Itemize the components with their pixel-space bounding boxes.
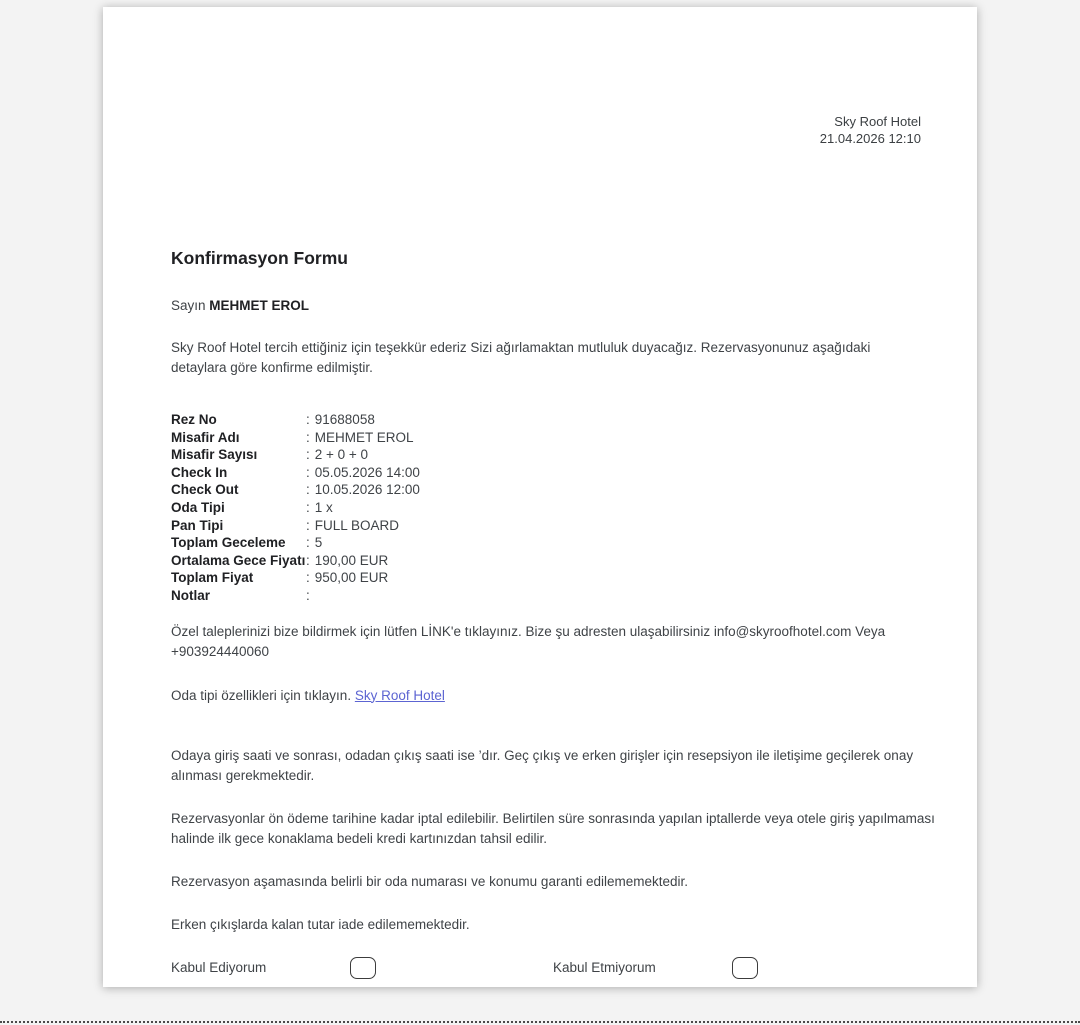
detail-label: Pan Tipi <box>171 517 224 533</box>
reservation-details-table <box>171 411 921 605</box>
document-page <box>103 7 977 987</box>
page-break-dotted-line <box>0 1021 1080 1023</box>
detail-value: 190,00 EUR <box>314 552 389 568</box>
detail-separator: : <box>306 482 310 498</box>
detail-value: FULL BOARD <box>314 517 400 533</box>
table-row <box>171 534 921 552</box>
table-row <box>171 569 921 587</box>
intro-paragraph: Sky Roof Hotel tercih ettiğiniz için teşekkür ederiz Sizi ağırlamaktan mutluluk duyacağız. Rezervasyonunuz aşağıdaki detaylara göre konfirme edilmiştir. <box>171 340 871 375</box>
detail-value: 91688058 <box>314 412 375 427</box>
detail-value: 1 x <box>314 499 333 515</box>
detail-label: Rez No <box>171 412 217 427</box>
table-row <box>171 552 921 570</box>
table-row <box>171 429 921 447</box>
detail-value: 05.05.2026 14:00 <box>314 464 420 480</box>
page-title: Konfirmasyon Formu <box>171 248 348 268</box>
detail-label: Misafir Adı <box>171 429 240 445</box>
policy-paragraph: Odaya giriş saati ve sonrası, odadan çıkış saati ise ’dır. Geç çıkış ve erken girişler için resepsiyon ile iletişime geçilerek onay alınması gerekmektedir. <box>171 747 914 783</box>
decline-checkbox[interactable] <box>732 957 758 979</box>
table-row <box>171 411 921 429</box>
greeting-prefix: Sayın <box>171 298 206 313</box>
policy-paragraph: Rezervasyon aşamasında belirli bir oda numarası ve konumu garanti edilememektedir. <box>171 873 689 889</box>
detail-label: Toplam Fiyat <box>171 570 254 586</box>
table-row <box>171 481 921 499</box>
accept-label: Kabul Ediyorum <box>171 960 267 976</box>
detail-separator: : <box>306 447 310 463</box>
guest-name: MEHMET EROL <box>209 298 310 313</box>
detail-separator: : <box>306 535 310 551</box>
detail-label: Ortalama Gece Fiyatı <box>171 552 306 568</box>
detail-separator: : <box>306 499 310 515</box>
table-row <box>171 587 921 605</box>
detail-separator: : <box>306 412 310 427</box>
hotel-link[interactable]: Sky Roof Hotel <box>354 687 445 703</box>
detail-separator: : <box>306 464 310 480</box>
policy-paragraph: Rezervasyonlar ön ödeme tarihine kadar iptal edilebilir. Belirtilen süre sonrasında yapılan iptallerde veya otele giriş yapılmaması halinde ilk gece konaklama bedeli kredi kartınızdan tahsil edilir. <box>171 810 935 846</box>
greeting-line <box>171 297 921 315</box>
table-row <box>171 446 921 464</box>
decline-label: Kabul Etmiyorum <box>553 960 656 976</box>
table-row <box>171 499 921 517</box>
detail-separator: : <box>306 570 310 586</box>
detail-value: 10.05.2026 12:00 <box>314 482 420 498</box>
detail-separator: : <box>306 429 310 445</box>
detail-label: Misafir Sayısı <box>171 447 258 463</box>
policy-paragraph: Erken çıkışlarda kalan tutar iade edilememektedir. <box>171 916 470 932</box>
room-type-line <box>171 686 921 706</box>
consent-row <box>171 957 921 979</box>
detail-label: Oda Tipi <box>171 499 225 515</box>
accept-checkbox[interactable] <box>350 957 376 979</box>
contact-note: Özel taleplerinizi bize bildirmek için lütfen LİNK'e tıklayınız. Bize şu adresten ulaşabilirsiniz info@skyroofhotel.com Veya +903924440060 <box>171 623 886 659</box>
detail-label: Check Out <box>171 482 239 498</box>
detail-separator: : <box>306 517 310 533</box>
document-datetime: 21.04.2026 12:10 <box>819 131 921 146</box>
document-header <box>171 113 921 147</box>
detail-value: 2 + 0 + 0 <box>314 447 369 463</box>
detail-value: 950,00 EUR <box>314 570 389 586</box>
table-row <box>171 464 921 482</box>
detail-label: Notlar <box>171 587 211 603</box>
detail-separator: : <box>306 552 310 568</box>
detail-value: 5 <box>314 535 323 551</box>
room-type-text: Oda tipi özellikleri için tıklayın. <box>171 687 352 703</box>
detail-label: Toplam Geceleme <box>171 535 286 551</box>
table-row <box>171 517 921 535</box>
hotel-name: Sky Roof Hotel <box>834 114 921 129</box>
detail-value: MEHMET EROL <box>314 429 414 445</box>
detail-label: Check In <box>171 464 228 480</box>
detail-separator: : <box>306 587 310 603</box>
